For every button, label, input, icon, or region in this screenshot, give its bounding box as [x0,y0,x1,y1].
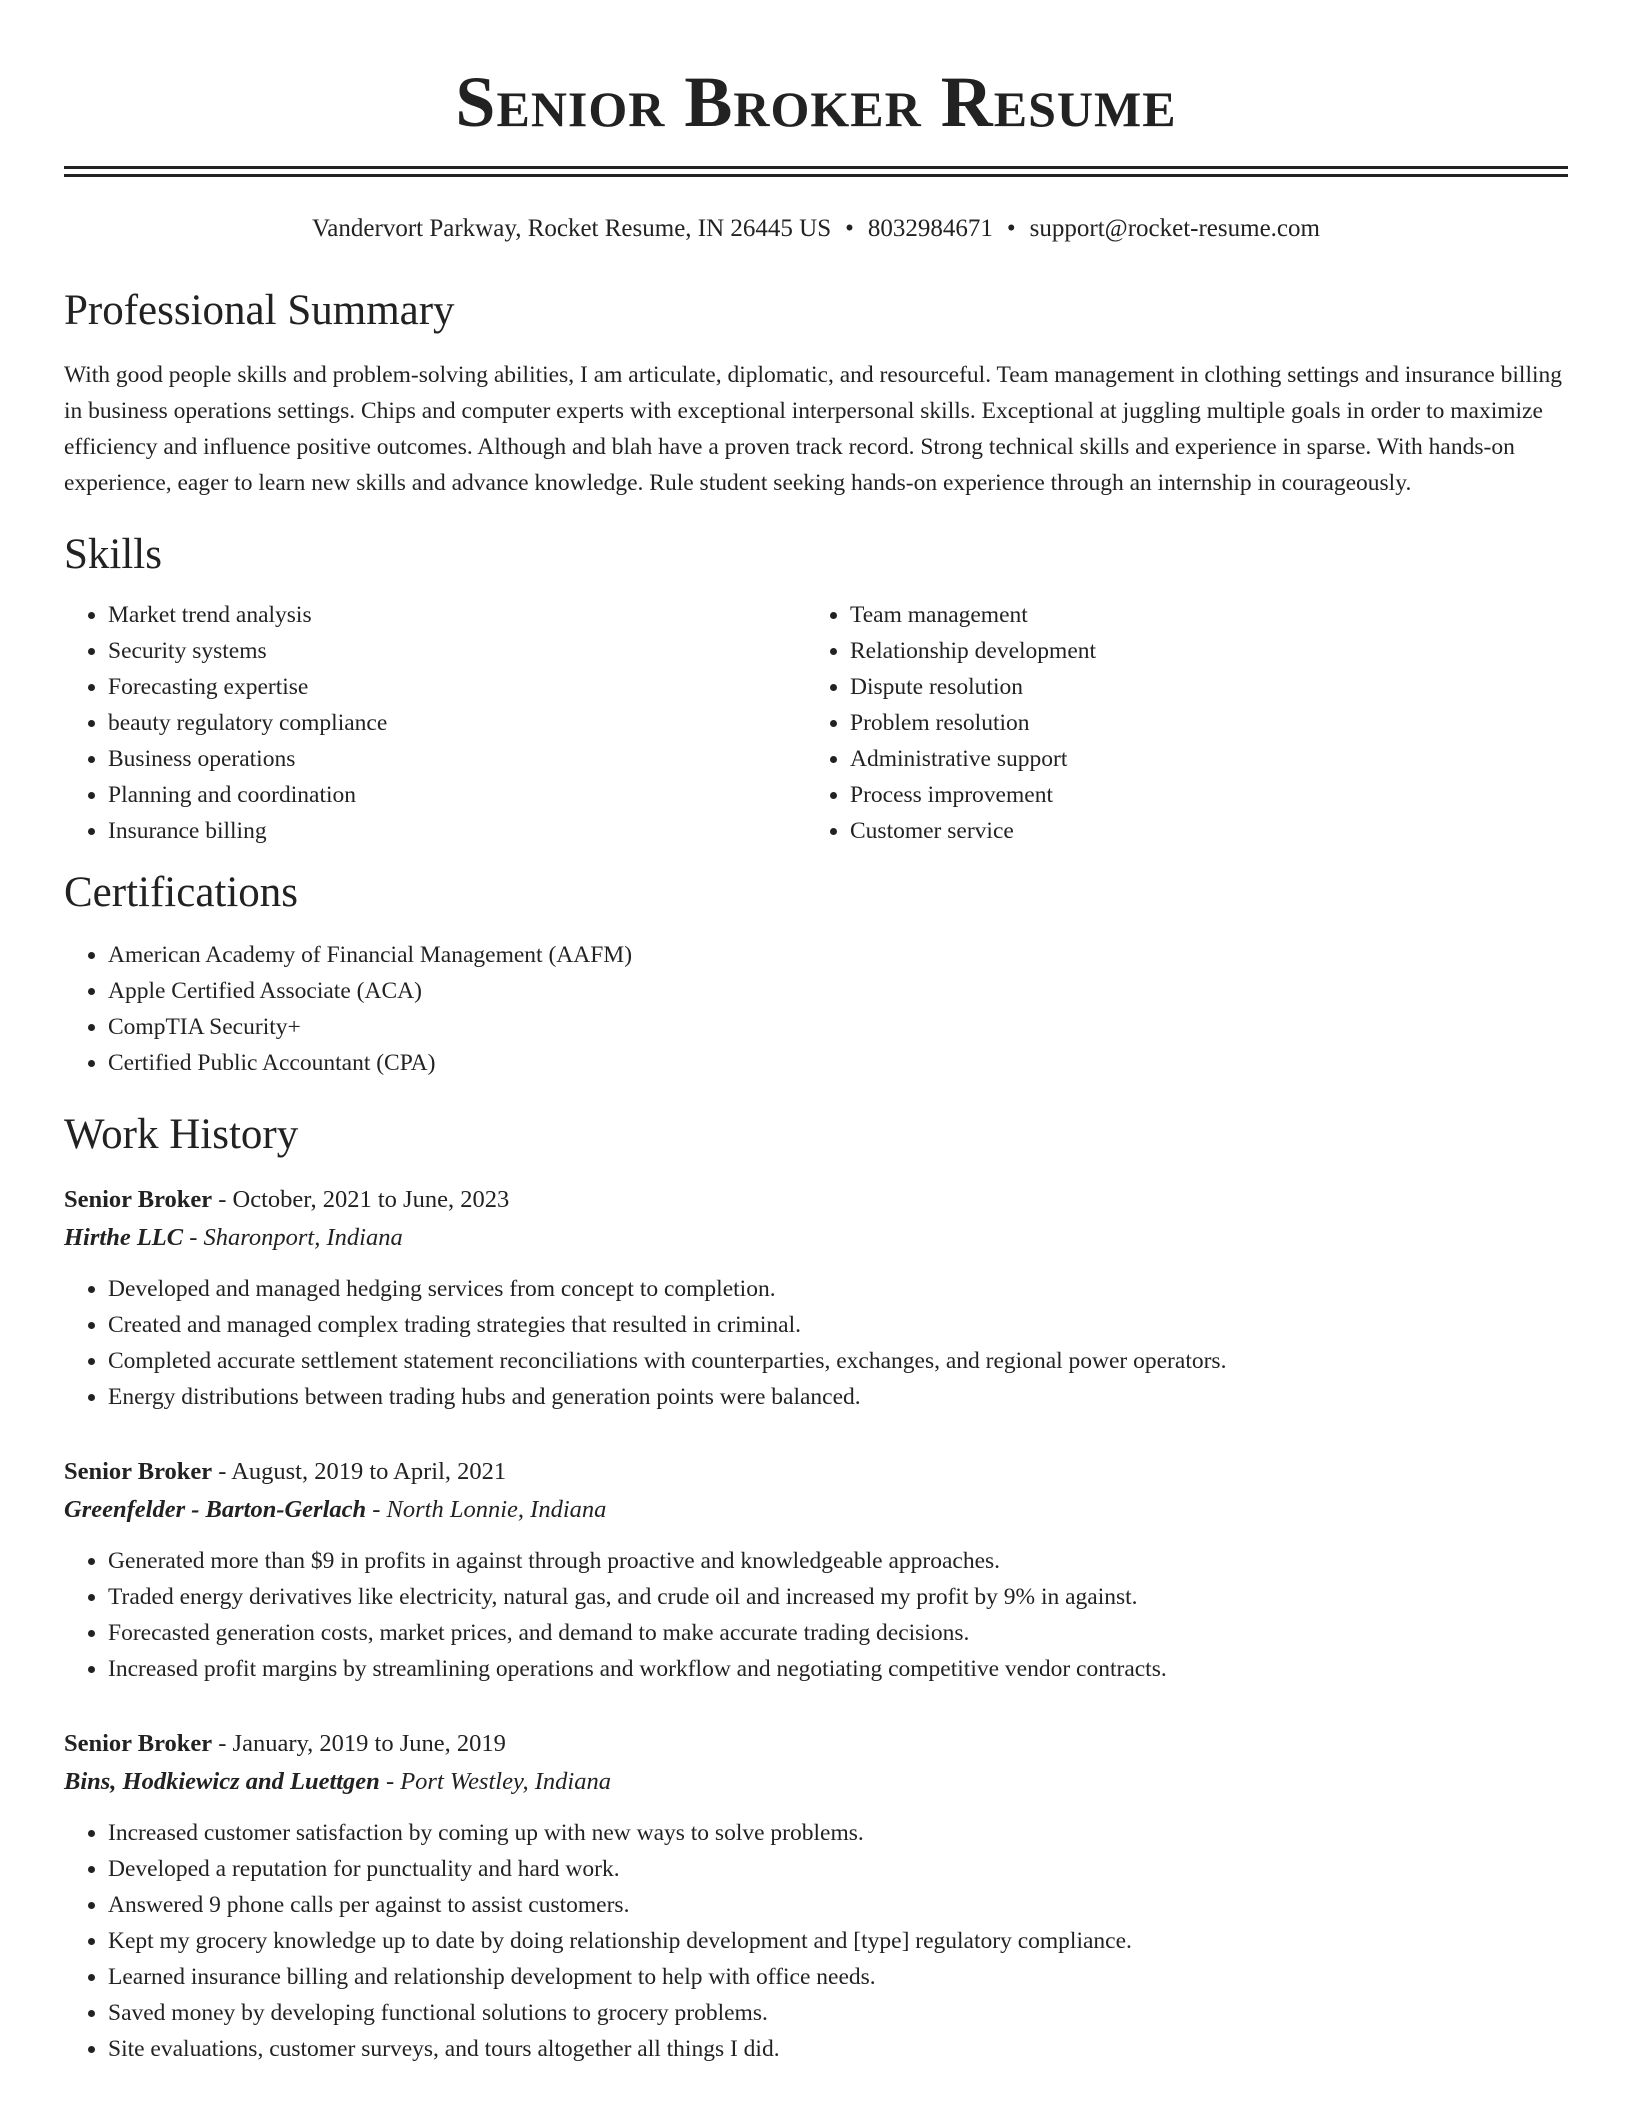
job-company-line [64,1763,1568,1801]
resume-page [64,0,1568,2067]
summary-text: With good people skills and problem-solving abilities, I am articulate, diplomatic, and resourceful. Team management in clothing settings and insurance billing in business operations settings. Chips and computer experts with exceptional interpersonal skills. Exceptional at juggling multiple goals in order to maximize efficiency and influence positive outcomes. Although and blah have a proven track record. Strong technical skills and experience in sparse. With hands-on experience, eager to learn new skills and advance knowledge. Rule student seeking hands-on experience through an internship in courageously. [64,362,1562,496]
skill-item: • Problem resolution [850,705,1548,741]
job-bullet: • Energy distributions between trading hubs and generation points were balanced. [108,1379,1568,1415]
job-bullets [64,1815,1568,2067]
skills-column-right [806,597,1548,849]
skills-heading: Skills [64,531,162,578]
skill-item: • Dispute resolution [850,669,1548,705]
job-bullet: • Increased profit margins by streamlining operations and workflow and negotiating competitive vendor contracts. [108,1651,1568,1687]
job-bullet: • Completed accurate settlement statement reconciliations with counterparties, exchanges, and regional power operators. [108,1343,1568,1379]
job-bullet: • Developed a reputation for punctuality and hard work. [108,1851,1568,1887]
contact-phone: 8032984671 [867,215,993,242]
job-bullet: • Saved money by developing functional solutions to grocery problems. [108,1995,1568,2031]
job-location: - Port Westley, Indiana [379,1768,611,1795]
job-bullet: • Learned insurance billing and relationship development to help with office needs. [108,1959,1568,1995]
job-role: Senior Broker [64,1458,213,1485]
job-bullet: • Answered 9 phone calls per against to assist customers. [108,1887,1568,1923]
skill-item: • Relationship development [850,633,1548,669]
job-entry [64,1725,1568,2067]
certification-item: • American Academy of Financial Management (AAFM) [108,937,1568,973]
job-company: Bins, Hodkiewicz and Luettgen [64,1768,380,1795]
job-title-line [64,1453,1568,1491]
job-dates: - October, 2021 to June, 2023 [212,1186,510,1213]
job-bullets [64,1271,1568,1415]
page-title: Senior Broker Resume [455,62,1177,142]
skill-item: • Process improvement [850,777,1548,813]
skill-item: • Team management [850,597,1548,633]
skill-item: • Insurance billing [108,813,806,849]
skills-list-right [806,597,1548,849]
job-location: - Sharonport, Indiana [183,1224,403,1251]
job-entry [64,1181,1568,1415]
contact-separator: • [1006,215,1016,242]
job-company-line [64,1491,1568,1529]
certification-item: • CompTIA Security+ [108,1009,1568,1045]
job-bullet: • Forecasted generation costs, market prices, and demand to make accurate trading decisions. [108,1615,1568,1651]
skills-columns [64,597,1568,849]
work-history-heading: Work History [64,1111,299,1158]
certifications-heading: Certifications [64,869,299,916]
job-company: Greenfelder - Barton-Gerlach [64,1496,367,1523]
job-bullet: • Site evaluations, customer surveys, and tours altogether all things I did. [108,2031,1568,2067]
skill-item: • Planning and coordination [108,777,806,813]
skill-item: • Forecasting expertise [108,669,806,705]
job-bullet: • Kept my grocery knowledge up to date by doing relationship development and [type] regulatory compliance. [108,1923,1568,1959]
title-divider [64,166,1568,177]
job-location: - North Lonnie, Indiana [366,1496,607,1523]
contact-separator: • [845,215,854,242]
job-bullet: • Increased customer satisfaction by coming up with new ways to solve problems. [108,1815,1568,1851]
contact-line [64,213,1568,245]
skill-item: • Business operations [108,741,806,777]
contact-address: Vandervort Parkway, Rocket Resume, IN 26445 US [312,215,832,242]
job-bullets [64,1543,1568,1687]
job-title-line [64,1725,1568,1763]
job-bullet: • Developed and managed hedging services from concept to completion. [108,1271,1568,1307]
certifications-list [64,937,1568,1081]
summary-heading: Professional Summary [64,287,455,334]
skill-item: • Administrative support [850,741,1548,777]
skills-list-left [64,597,806,849]
job-role: Senior Broker [64,1730,213,1757]
job-bullet: • Generated more than $9 in profits in against through proactive and knowledgeable approaches. [108,1543,1568,1579]
job-dates: - August, 2019 to April, 2021 [212,1458,507,1485]
job-title-line [64,1181,1568,1219]
job-dates: - January, 2019 to June, 2019 [212,1730,506,1757]
skill-item: • Customer service [850,813,1548,849]
skill-item: • beauty regulatory compliance [108,705,806,741]
job-entry [64,1453,1568,1687]
contact-email: support@rocket-resume.com [1029,215,1320,242]
skills-column-left [64,597,806,849]
job-role: Senior Broker [64,1186,213,1213]
certification-item: • Apple Certified Associate (ACA) [108,973,1568,1009]
job-company-line [64,1219,1568,1257]
job-bullet: • Traded energy derivatives like electricity, natural gas, and crude oil and increased my profit by 9% in against. [108,1579,1568,1615]
job-bullet: • Created and managed complex trading strategies that resulted in criminal. [108,1307,1568,1343]
job-company: Hirthe LLC [64,1224,184,1251]
certification-item: • Certified Public Accountant (CPA) [108,1045,1568,1081]
skill-item: • Security systems [108,633,806,669]
skill-item: • Market trend analysis [108,597,806,633]
